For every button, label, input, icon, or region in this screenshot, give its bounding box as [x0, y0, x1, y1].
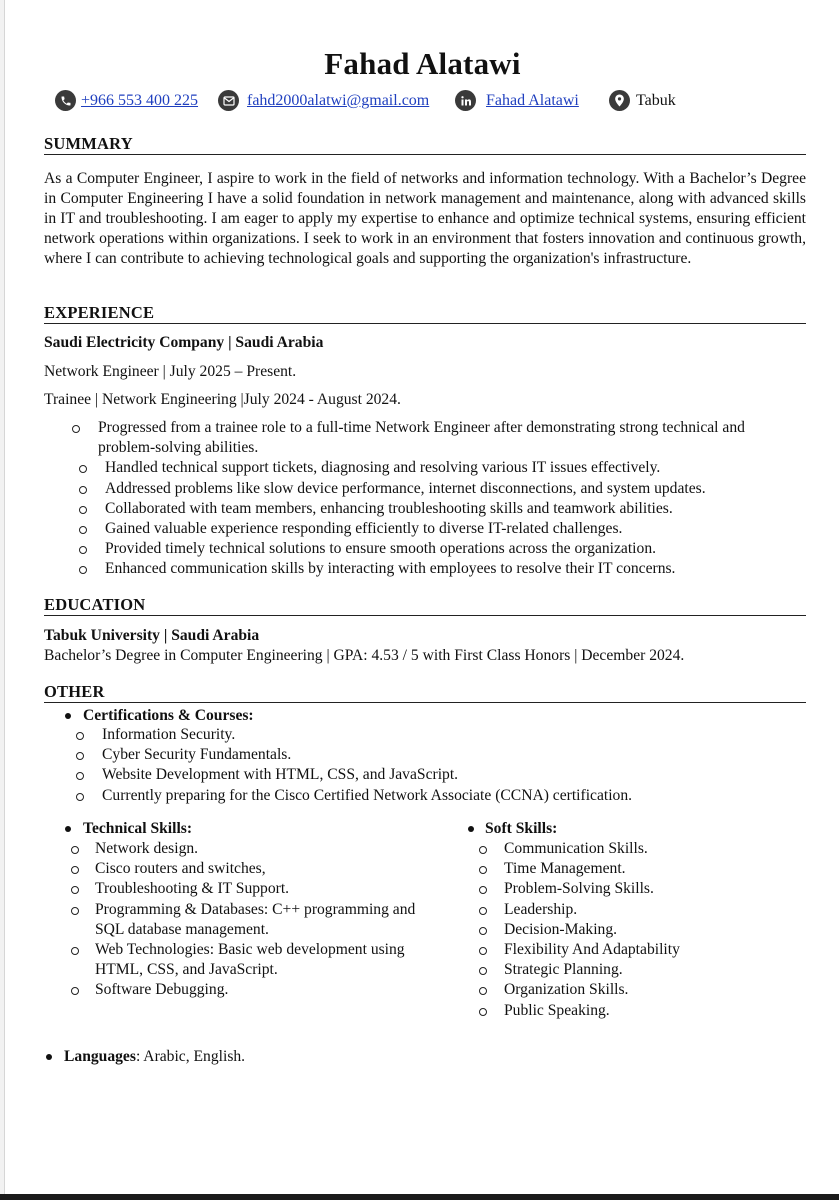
circle-bullet-icon: [76, 752, 84, 760]
circle-bullet-icon: [479, 846, 487, 854]
list-item: Programming & Databases: C++ programming and SQL database management.: [71, 900, 431, 940]
bullet-dot-icon: [65, 713, 71, 719]
list-item: Network design.: [71, 839, 431, 859]
circle-bullet-icon: [479, 866, 487, 874]
list-item: Organization Skills.: [479, 980, 809, 1000]
soft-skills-list: [479, 839, 809, 1021]
certifications-list: [76, 725, 796, 806]
languages-label: Languages: [64, 1048, 136, 1065]
phone-icon: [55, 90, 76, 111]
list-item: Collaborated with team members, enhancing troubleshooting skills and teamwork abilities.: [72, 499, 792, 519]
circle-bullet-icon: [479, 947, 487, 955]
degree-line: Bachelor’s Degree in Computer Engineering | GPA: 4.53 / 5 with First Class Honors | December 2024.: [44, 647, 685, 664]
circle-bullet-icon: [79, 506, 87, 514]
list-item: Information Security.: [76, 725, 796, 745]
list-item: Currently preparing for the Cisco Certified Network Associate (CCNA) certification.: [76, 786, 796, 806]
circle-bullet-icon: [479, 886, 487, 894]
circle-bullet-icon: [71, 846, 79, 854]
list-item: Handled technical support tickets, diagnosing and resolving various IT issues effectively.: [72, 458, 792, 478]
list-item: Leadership.: [479, 900, 809, 920]
list-item: Time Management.: [479, 859, 809, 879]
circle-bullet-icon: [76, 793, 84, 801]
list-item: Web Technologies: Basic web development using HTML, CSS, and JavaScript.: [71, 940, 431, 980]
list-item: Provided timely technical solutions to ensure smooth operations across the organization.: [72, 539, 792, 559]
role-trainee: Trainee | Network Engineering |July 2024 - August 2024.: [44, 391, 401, 408]
contact-location: [609, 90, 676, 111]
page-bottom-edge: [0, 1194, 839, 1200]
circle-bullet-icon: [479, 987, 487, 995]
school-name: Tabuk University | Saudi Arabia: [44, 627, 260, 644]
list-item: Website Development with HTML, CSS, and JavaScript.: [76, 765, 796, 785]
list-item: Gained valuable experience responding efficiently to diverse IT-related challenges.: [72, 519, 792, 539]
summary-heading: SUMMARY: [44, 134, 806, 155]
list-item: Flexibility And Adaptability: [479, 940, 809, 960]
list-item: Software Debugging.: [71, 980, 431, 1000]
bullet-dot-icon: [468, 826, 474, 832]
languages-value: : Arabic, English.: [135, 1048, 246, 1065]
circle-bullet-icon: [76, 732, 84, 740]
circle-bullet-icon: [479, 927, 487, 935]
circle-bullet-icon: [71, 987, 79, 995]
list-item: Problem-Solving Skills.: [479, 879, 809, 899]
bullet-dot-icon: [65, 826, 71, 832]
list-item: Decision-Making.: [479, 920, 809, 940]
circle-bullet-icon: [79, 546, 87, 554]
summary-text: As a Computer Engineer, I aspire to work in the field of networks and information technology. With a Bachelor’s Degree in Computer Engineering I have a solid foundation in network management and maintenance, along with advanced skills in IT and troubleshooting. I am eager to apply my expertise to enhance and optimize technical systems, ensuring efficient network operations within organizations. I seek to work in an environment that fosters innovation and continuous growth, where I can contribute to achieving technological goals and supporting the organization's infrastructure.: [44, 170, 806, 267]
circle-bullet-icon: [479, 907, 487, 915]
experience-bullets: [72, 418, 792, 580]
experience-heading: EXPERIENCE: [44, 303, 806, 324]
contact-linkedin: [455, 90, 579, 111]
email-link[interactable]: fahd2000alatwi@gmail.com: [247, 91, 430, 109]
linkedin-link[interactable]: Fahad Alatawi: [486, 91, 579, 109]
circle-bullet-icon: [71, 947, 79, 955]
circle-bullet-icon: [72, 425, 80, 433]
contact-email: [218, 90, 429, 111]
contact-phone: [55, 90, 198, 111]
list-item: Strategic Planning.: [479, 960, 809, 980]
circle-bullet-icon: [479, 1008, 487, 1016]
linkedin-icon: [455, 90, 476, 111]
list-item: Cisco routers and switches,: [71, 859, 431, 879]
other-heading: OTHER: [44, 682, 806, 703]
location-text: Tabuk: [636, 91, 676, 109]
candidate-name: Fahad Alatawi: [324, 46, 521, 81]
soft-skills-heading: Soft Skills:: [485, 820, 558, 837]
bullet-dot-icon: [46, 1054, 52, 1060]
list-item: Addressed problems like slow device performance, internet disconnections, and system updates.: [72, 479, 792, 499]
technical-skills-heading: Technical Skills:: [83, 820, 193, 837]
resume-page: [4, 0, 839, 1194]
list-item: Progressed from a trainee role to a full-time Network Engineer after demonstrating strong technical and problem-solving abilities.: [72, 418, 792, 458]
circle-bullet-icon: [71, 866, 79, 874]
circle-bullet-icon: [479, 967, 487, 975]
phone-link[interactable]: +966 553 400 225: [81, 91, 199, 109]
technical-skills-list: [71, 839, 431, 1001]
list-item: Troubleshooting & IT Support.: [71, 879, 431, 899]
circle-bullet-icon: [79, 486, 87, 494]
circle-bullet-icon: [79, 566, 87, 574]
location-pin-icon: [609, 90, 630, 111]
circle-bullet-icon: [79, 526, 87, 534]
languages-line: [64, 1047, 245, 1067]
circle-bullet-icon: [71, 886, 79, 894]
company-name: Saudi Electricity Company | Saudi Arabia: [44, 334, 324, 351]
mail-icon: [218, 90, 239, 111]
circle-bullet-icon: [76, 772, 84, 780]
circle-bullet-icon: [79, 465, 87, 473]
list-item: Communication Skills.: [479, 839, 809, 859]
list-item: Enhanced communication skills by interacting with employees to resolve their IT concerns.: [72, 559, 792, 579]
role-network-engineer: Network Engineer | July 2025 – Present.: [44, 363, 297, 380]
list-item: Cyber Security Fundamentals.: [76, 745, 796, 765]
education-heading: EDUCATION: [44, 595, 806, 616]
circle-bullet-icon: [71, 907, 79, 915]
list-item: Public Speaking.: [479, 1001, 809, 1021]
certifications-heading: Certifications & Courses:: [83, 707, 254, 724]
